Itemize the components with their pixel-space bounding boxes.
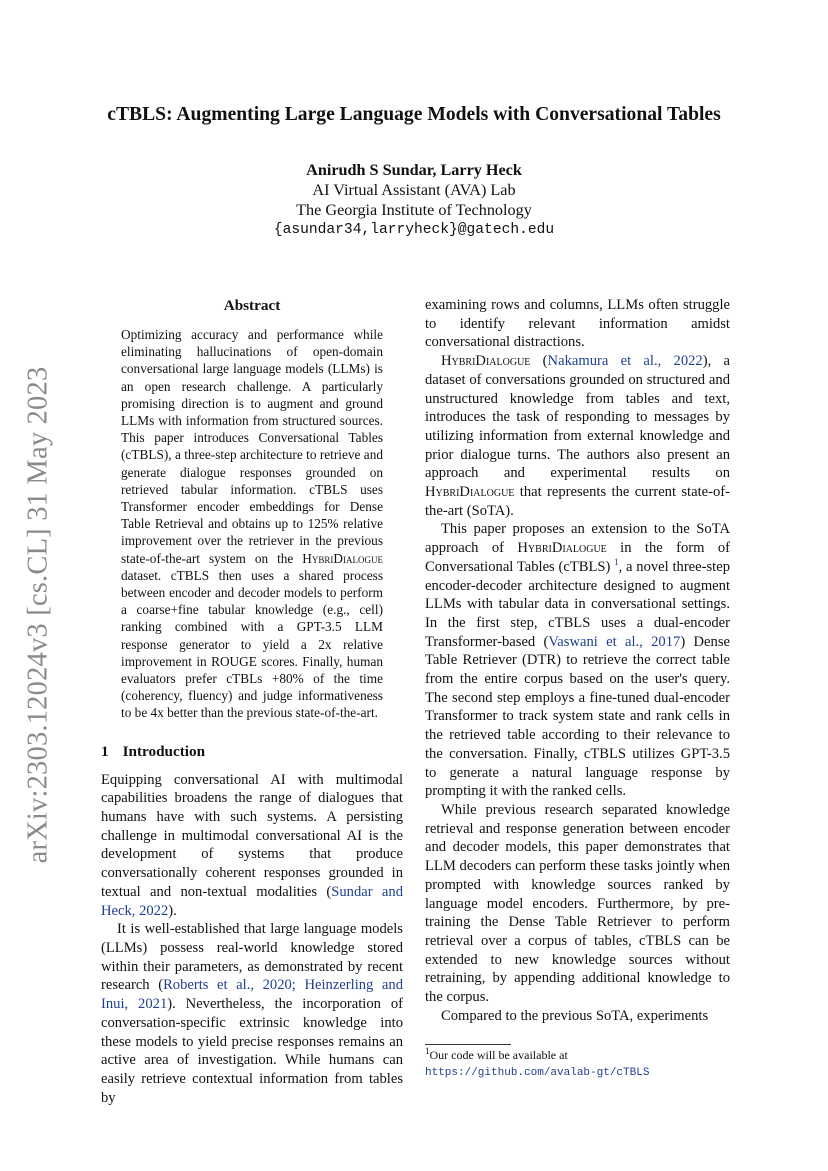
paragraph-text: in the form of Conversational Tables (cTBLS)	[425, 540, 730, 575]
citation-link[interactable]: Roberts et al., 2020	[163, 977, 292, 994]
paragraph-text: ).	[168, 902, 177, 919]
author-names: Anirudh S Sundar, Larry Heck	[306, 161, 522, 179]
section-title: Introduction	[122, 742, 206, 760]
abstract-text: Optimizing accuracy and performance while eliminating hallucinations of open-domain conversational large language models (LLMs) is an open research challenge. A particularly promising direction is to augment and ground LLMs with information from structured sources. This paper introduces Conversational Tables (cTBLS), a three-step architecture to retrieve and generate dialogue responses grounded on retrieved tabular information. cTBLS uses Transformer encoder embeddings for Dense Table Retrieval and obtains up to 125% relative improvement over the retriever in the previous state-of-the-art system on the	[121, 327, 383, 566]
intro-paragraph-4	[425, 520, 730, 801]
arxiv-identifier-stamp	[24, 355, 52, 875]
paragraph-text: ) Dense Table Retriever (DTR) to retrieve the correct table from the entire corpus based on the user's query. The second step employs a fine-tuned dual-encoder Transformer to track system state and rank cells in the retrieved table according to their relevance to the conversation. Finally, cTBLS utilizes GPT-3.5 to generate a natural language response by prompting it with the ranked cells.	[425, 633, 730, 800]
right-column	[425, 296, 730, 1025]
paragraph-text: (	[530, 353, 548, 370]
paragraph-text: Equipping conversational AI with multimodal capabilities broadens the range of dialogues that humans have with such systems. A persisting challenge in multimodal conversational AI is the development of systems that produce conversationally coherent responses grounded in textual and non-textual modalities (	[101, 771, 403, 900]
dataset-name: HybriDialogue	[425, 484, 515, 501]
abstract-text: dataset. cTBLS then uses a shared process between encoder and decoder models to perform a coarse+fine tabular knowledge (e.g., cell) ranking combined with a GPT-3.5 LLM response generator to yield a 2x relative improvement in ROUGE scores. Finally, human evaluators prefer cTBLs +80% of the time (coherency, fluency) and judge informativeness to be 4x better than the previous state-of-the-art.	[121, 567, 383, 721]
paper-title: cTBLS: Augmenting Large Language Models with Conversational Tables	[107, 104, 721, 125]
author-block	[0, 160, 828, 240]
intro-paragraph-2	[101, 920, 403, 1107]
paragraph-text: ), a dataset of conversations grounded on structured and unstructured knowledge from tables and text, introduces the task of responding to messages by utilizing information from external knowledge and prior dialogue turns. The authors also present an approach and experimental results on	[425, 353, 730, 482]
intro-paragraph-1	[101, 771, 403, 921]
paragraph-text: ). Nevertheless, the incorporation of conversation-specific extrinsic knowledge into these models to yield precise responses remains an active area of investigation. While humans can easily retrieve contextual information from tables by	[101, 996, 403, 1106]
paragraph-text: , a novel three-step encoder-decoder architecture designed to augment LLMs with tabular data in conversational settings. In the first step, cTBLS uses a dual-encoder Transformer-based (	[425, 558, 731, 650]
citation-link[interactable]: Heinzerling and Inui, 2021	[101, 977, 404, 1013]
section-heading-introduction	[101, 742, 403, 761]
author-email: {asundar34,larryheck}@gatech.edu	[273, 222, 555, 238]
intro-paragraph-5: While previous research separated knowledge retrieval and response generation between encoder and decoder models, this paper demonstrates that LLM decoders can perform these tasks jointly when prompted with knowledge sources ranked by language model encoders. Furthermore, by pre-training the Dense Table Retriever to perform retrieval over a corpus of tables, cTBLS can be extended to new knowledge sources without retraining, by appending additional knowledge to the corpus.	[425, 801, 730, 1006]
abstract-body	[121, 326, 383, 722]
intro-paragraph-continued: examining rows and columns, LLMs often struggle to identify relevant information amidst conversational distractions.	[425, 297, 730, 351]
citation-link[interactable]: Vaswani et al., 2017	[548, 633, 681, 650]
citation-link[interactable]: Sundar and Heck, 2022	[101, 883, 403, 919]
dataset-name: HybriDialogue	[441, 353, 531, 370]
citation-separator: ;	[291, 977, 305, 994]
footnote	[425, 1047, 735, 1081]
abstract-heading: Abstract	[223, 297, 281, 314]
section-number: 1	[101, 742, 109, 760]
intro-paragraph-3	[425, 352, 730, 520]
left-column	[101, 296, 403, 1107]
paragraph-text: This paper proposes an extension to the SoTA approach of	[425, 521, 730, 557]
footnote-divider	[425, 1044, 511, 1045]
footnote-number: 1	[425, 1046, 430, 1056]
footnote-marker[interactable]: 1	[614, 556, 619, 567]
repository-link[interactable]: https://github.com/avalab-gt/cTBLS	[425, 1067, 650, 1079]
affiliation-institution: The Georgia Institute of Technology	[296, 201, 532, 219]
paragraph-text: It is well-established that large language models (LLMs) possess real-world knowledge stored within their parameters, as demonstrated by recent research (	[101, 921, 403, 994]
intro-paragraph-6: Compared to the previous SoTA, experiments	[441, 1007, 709, 1024]
affiliation-lab: AI Virtual Assistant (AVA) Lab	[312, 181, 516, 199]
dataset-name: HybriDialogue	[517, 540, 607, 557]
footnote-text: Our code will be available at	[429, 1048, 568, 1062]
citation-link[interactable]: Nakamura et al., 2022	[547, 353, 703, 370]
paragraph-text: that represents the current state-of-the-art (SoTA).	[425, 484, 730, 519]
dataset-name: HybriDialogue	[302, 550, 383, 566]
arxiv-identifier-text: arXiv:2303.12024v3 [cs.CL] 31 May 2023	[22, 366, 54, 864]
